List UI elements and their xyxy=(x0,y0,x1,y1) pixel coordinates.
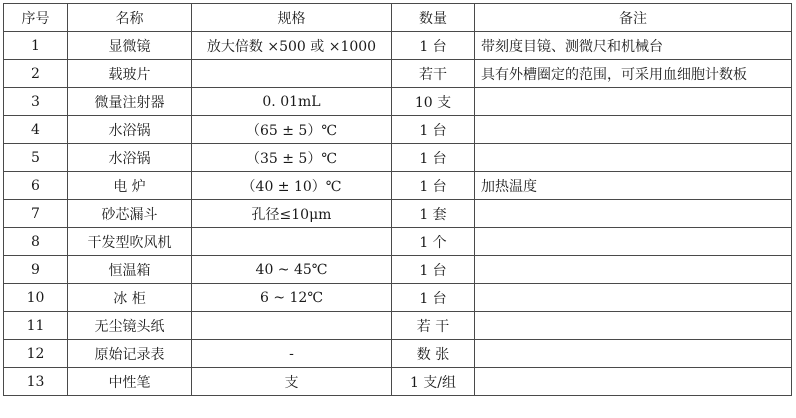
cell-name: 无尘镜头纸 xyxy=(68,312,192,340)
cell-spec: 放大倍数 ×500 或 ×1000 xyxy=(192,32,392,60)
cell-note: 带刻度目镜、测微尺和机械台 xyxy=(475,32,792,60)
table-row xyxy=(4,60,792,88)
cell-note xyxy=(475,228,792,256)
cell-name: 干发型吹风机 xyxy=(68,228,192,256)
cell-name: 砂芯漏斗 xyxy=(68,200,192,228)
cell-spec: 孔径≤10μm xyxy=(192,200,392,228)
cell-num: 1 xyxy=(4,32,68,60)
cell-name: 冰 柜 xyxy=(68,284,192,312)
table-row xyxy=(4,284,792,312)
cell-spec xyxy=(192,312,392,340)
header-num: 序号 xyxy=(4,4,68,32)
cell-note: 具有外槽圈定的范围，可采用血细胞计数板 xyxy=(475,60,792,88)
cell-num: 12 xyxy=(4,340,68,368)
cell-note xyxy=(475,256,792,284)
cell-num: 6 xyxy=(4,172,68,200)
cell-num: 7 xyxy=(4,200,68,228)
table-row xyxy=(4,228,792,256)
cell-num: 8 xyxy=(4,228,68,256)
cell-note: 加热温度 xyxy=(475,172,792,200)
cell-spec xyxy=(192,228,392,256)
table-row xyxy=(4,32,792,60)
table-row xyxy=(4,340,792,368)
cell-name: 中性笔 xyxy=(68,368,192,396)
cell-qty: 10 支 xyxy=(392,88,475,116)
table-row xyxy=(4,144,792,172)
cell-note xyxy=(475,312,792,340)
cell-spec: 0. 01mL xyxy=(192,88,392,116)
cell-qty: 1 个 xyxy=(392,228,475,256)
table-row xyxy=(4,172,792,200)
cell-name: 水浴锅 xyxy=(68,144,192,172)
table-row xyxy=(4,368,792,396)
cell-qty: 1 台 xyxy=(392,116,475,144)
cell-name: 原始记录表 xyxy=(68,340,192,368)
cell-spec: （35 ± 5）℃ xyxy=(192,144,392,172)
header-spec: 规格 xyxy=(192,4,392,32)
cell-name: 电 炉 xyxy=(68,172,192,200)
cell-spec: （40 ± 10）℃ xyxy=(192,172,392,200)
cell-num: 9 xyxy=(4,256,68,284)
cell-qty: 1 台 xyxy=(392,256,475,284)
cell-num: 2 xyxy=(4,60,68,88)
cell-name: 载玻片 xyxy=(68,60,192,88)
cell-name: 微量注射器 xyxy=(68,88,192,116)
cell-note xyxy=(475,116,792,144)
cell-qty: 1 支/组 xyxy=(392,368,475,396)
cell-num: 10 xyxy=(4,284,68,312)
header-qty: 数量 xyxy=(392,4,475,32)
equipment-table xyxy=(3,3,792,396)
table-row xyxy=(4,312,792,340)
cell-spec: 支 xyxy=(192,368,392,396)
cell-qty: 1 台 xyxy=(392,284,475,312)
cell-qty: 若 干 xyxy=(392,312,475,340)
cell-qty: 1 台 xyxy=(392,32,475,60)
cell-note xyxy=(475,200,792,228)
header-name: 名称 xyxy=(68,4,192,32)
cell-spec: （65 ± 5）℃ xyxy=(192,116,392,144)
cell-name: 显微镜 xyxy=(68,32,192,60)
cell-note xyxy=(475,284,792,312)
cell-note xyxy=(475,340,792,368)
cell-num: 4 xyxy=(4,116,68,144)
cell-spec xyxy=(192,60,392,88)
cell-spec: 40 ~ 45℃ xyxy=(192,256,392,284)
cell-num: 13 xyxy=(4,368,68,396)
cell-num: 5 xyxy=(4,144,68,172)
cell-name: 水浴锅 xyxy=(68,116,192,144)
cell-name: 恒温箱 xyxy=(68,256,192,284)
header-note: 备注 xyxy=(475,4,792,32)
cell-note xyxy=(475,88,792,116)
cell-note xyxy=(475,144,792,172)
cell-qty: 1 台 xyxy=(392,144,475,172)
table-body xyxy=(4,32,792,396)
cell-num: 11 xyxy=(4,312,68,340)
header-row xyxy=(4,4,792,32)
cell-qty: 1 台 xyxy=(392,172,475,200)
table-row xyxy=(4,116,792,144)
cell-num: 3 xyxy=(4,88,68,116)
cell-note xyxy=(475,368,792,396)
cell-qty: 1 套 xyxy=(392,200,475,228)
cell-qty: 数 张 xyxy=(392,340,475,368)
table-row xyxy=(4,200,792,228)
table-row xyxy=(4,256,792,284)
cell-spec: 6 ~ 12℃ xyxy=(192,284,392,312)
table-row xyxy=(4,88,792,116)
cell-qty: 若干 xyxy=(392,60,475,88)
cell-spec: - xyxy=(192,340,392,368)
